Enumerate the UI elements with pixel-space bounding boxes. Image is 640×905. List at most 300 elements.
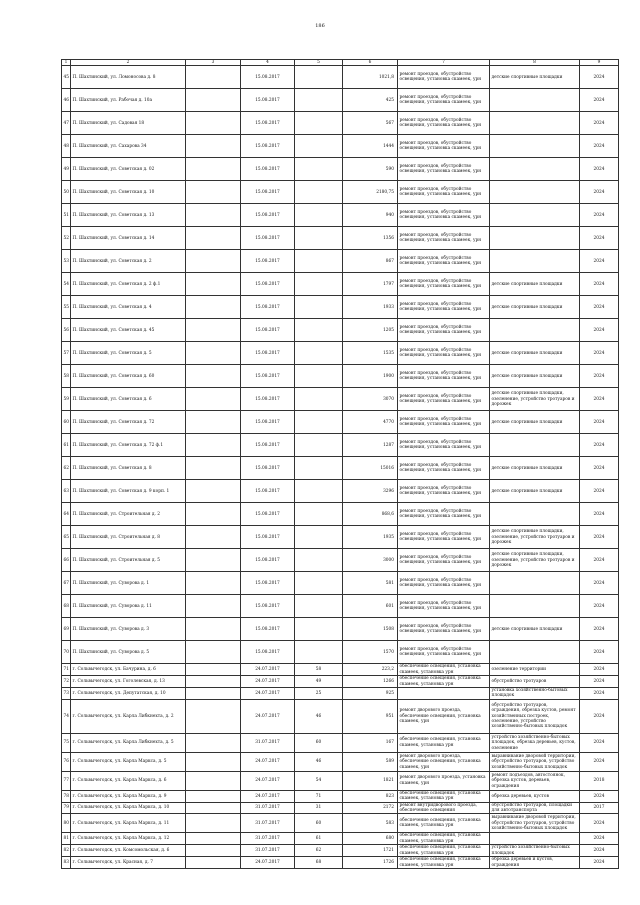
works-cell: ремонт проездов, обустройство освещения, установка скамеек, урн (398, 227, 490, 250)
address-cell: П. Шахтинский, ул. Советская д. 2 ф.1 (71, 273, 186, 296)
year-cell: 2024 (580, 227, 619, 250)
year-cell: 2024 (580, 664, 619, 676)
table-row (62, 204, 619, 227)
table-row (62, 526, 619, 549)
col5-cell (295, 342, 343, 365)
extra-works-cell (490, 227, 580, 250)
works-cell: ремонт проездов, обустройство освещения, установка скамеек, урн (398, 457, 490, 480)
row-number: 47 (62, 112, 71, 135)
works-cell: ремонт проездов, обустройство освещения, установка скамеек, урн (398, 388, 490, 411)
extra-works-cell (490, 434, 580, 457)
extra-works-cell (490, 135, 580, 158)
works-cell: ремонт проездов, обустройство освещения, установка скамеек, урн (398, 250, 490, 273)
col5-cell (295, 572, 343, 595)
row-number: 58 (62, 365, 71, 388)
table-row (62, 641, 619, 664)
col5-cell (295, 549, 343, 572)
col5-cell (295, 89, 343, 112)
col5-cell: 31 (295, 802, 343, 814)
address-cell: П. Шахтинский, ул. Советская д. 02 (71, 158, 186, 181)
table-row (62, 480, 619, 503)
col5-cell (295, 434, 343, 457)
table-row (62, 688, 619, 700)
works-cell: ремонт внутридворового проезда, обеспечение освещения (398, 802, 490, 814)
row-number: 63 (62, 480, 71, 503)
col5-cell (295, 158, 343, 181)
works-cell: ремонт проездов, обустройство освещения, установка скамеек, урн (398, 595, 490, 618)
col3-cell (186, 89, 241, 112)
address-cell: г. Сольвычегодск, ул. Карла Маркса, д. 11 (71, 814, 186, 833)
year-cell: 2024 (580, 181, 619, 204)
date-cell: 15.08.2017 (241, 411, 295, 434)
extra-works-cell: детские спортивные площадки (490, 457, 580, 480)
address-cell: П. Шахтинский, ул. Советская д. 10 (71, 181, 186, 204)
area-cell: 940 (343, 204, 398, 227)
date-cell: 15.08.2017 (241, 227, 295, 250)
address-cell: П. Шахтинский, ул. Советская д. 14 (71, 227, 186, 250)
row-number: 50 (62, 181, 71, 204)
date-cell: 15.08.2017 (241, 572, 295, 595)
date-cell: 15.08.2017 (241, 641, 295, 664)
extra-works-cell (490, 89, 580, 112)
works-cell: обеспечение освещения, установка скамеек, установка урн (398, 833, 490, 845)
area-cell: 1900 (343, 365, 398, 388)
col5-cell (295, 135, 343, 158)
date-cell: 31.07.2017 (241, 845, 295, 857)
area-cell: 680 (343, 833, 398, 845)
area-cell: 3070 (343, 388, 398, 411)
row-number: 56 (62, 319, 71, 342)
col5-cell (295, 273, 343, 296)
row-number: 51 (62, 204, 71, 227)
extra-works-cell: детские спортивные площадки (490, 365, 580, 388)
col3-cell (186, 572, 241, 595)
col3-cell (186, 112, 241, 135)
col3-cell (186, 771, 241, 790)
col5-cell: 62 (295, 845, 343, 857)
table-row (62, 388, 619, 411)
col5-cell (295, 526, 343, 549)
works-cell: ремонт проездов, обустройство освещения, установка скамеек, урн (398, 89, 490, 112)
area-cell: 1797 (343, 273, 398, 296)
year-cell: 2024 (580, 319, 619, 342)
year-cell: 2024 (580, 250, 619, 273)
date-cell: 15.08.2017 (241, 204, 295, 227)
table-row (62, 273, 619, 296)
date-cell: 24.07.2017 (241, 664, 295, 676)
date-cell: 24.07.2017 (241, 771, 295, 790)
address-cell: г. Сольвычегодск, ул. Депутатская, д. 10 (71, 688, 186, 700)
col5-cell: 61 (295, 833, 343, 845)
area-cell: 567 (343, 112, 398, 135)
date-cell: 15.08.2017 (241, 181, 295, 204)
year-cell: 2017 (580, 802, 619, 814)
works-cell: ремонт проездов, обустройство освещения, установка скамеек, урн (398, 503, 490, 526)
address-cell: г. Сольвычегодск, ул. Карла Маркса, д. 6 (71, 771, 186, 790)
year-cell: 2024 (580, 790, 619, 802)
col5-cell (295, 250, 343, 273)
row-number: 62 (62, 457, 71, 480)
area-cell: 167 (343, 733, 398, 752)
row-number: 59 (62, 388, 71, 411)
row-number: 52 (62, 227, 71, 250)
extra-works-cell (490, 503, 580, 526)
date-cell: 15.08.2017 (241, 66, 295, 89)
col5-cell (295, 595, 343, 618)
col3-cell (186, 526, 241, 549)
date-cell: 15.08.2017 (241, 618, 295, 641)
col5-cell (295, 480, 343, 503)
row-number: 61 (62, 434, 71, 457)
table-row (62, 752, 619, 771)
col-header: 3 (186, 60, 241, 66)
date-cell: 31.07.2017 (241, 814, 295, 833)
extra-works-cell (490, 181, 580, 204)
table-row (62, 664, 619, 676)
date-cell: 24.07.2017 (241, 699, 295, 733)
address-cell: П. Шахтинский, ул. Советская д. 6 (71, 388, 186, 411)
row-number: 45 (62, 66, 71, 89)
year-cell: 2024 (580, 365, 619, 388)
works-cell: ремонт проездов, обустройство освещения, установка скамеек, урн (398, 342, 490, 365)
date-cell: 15.08.2017 (241, 526, 295, 549)
extra-works-cell: обустройство тротуаров, ограждения, обрезка кустов, ремонт хозяйственных построек, озеленение, устройство хозяйственно-бытовых площадок (490, 699, 580, 733)
extra-works-cell (490, 112, 580, 135)
col3-cell (186, 857, 241, 869)
date-cell: 15.08.2017 (241, 135, 295, 158)
year-cell: 2024 (580, 388, 619, 411)
address-cell: г. Сольвычегодск, ул. Карла Либкнехта, д. 5 (71, 733, 186, 752)
col5-cell (295, 388, 343, 411)
extra-works-cell (490, 204, 580, 227)
year-cell: 2024 (580, 733, 619, 752)
year-cell: 2018 (580, 771, 619, 790)
address-cell: П. Шахтинский, ул. Садовая 18 (71, 112, 186, 135)
works-cell: ремонт проездов, обустройство освещения, установка скамеек, урн (398, 273, 490, 296)
extra-works-cell: детские спортивные площадки (490, 342, 580, 365)
col3-cell (186, 790, 241, 802)
year-cell: 2024 (580, 66, 619, 89)
col3-cell (186, 833, 241, 845)
col3-cell (186, 814, 241, 833)
area-cell: 2172 (343, 802, 398, 814)
col5-cell: 71 (295, 790, 343, 802)
date-cell: 15.08.2017 (241, 158, 295, 181)
date-cell: 31.07.2017 (241, 733, 295, 752)
col3-cell (186, 319, 241, 342)
date-cell: 15.08.2017 (241, 112, 295, 135)
table-row (62, 365, 619, 388)
date-cell: 15.08.2017 (241, 457, 295, 480)
area-cell: 1726 (343, 857, 398, 869)
area-cell: 583 (343, 814, 398, 833)
works-cell: обеспечение освещения, установка скамеек, установка урн (398, 733, 490, 752)
col5-cell: 49 (295, 676, 343, 688)
table-row (62, 771, 619, 790)
col-header: 8 (490, 60, 580, 66)
extra-works-cell: детские спортивные площадки (490, 66, 580, 89)
row-number: 82 (62, 845, 71, 857)
works-cell: обеспечение освещения, установка скамеек, установка урн (398, 790, 490, 802)
extra-works-cell: обустройство тротуаров, площадки для автотранспорта (490, 802, 580, 814)
row-number: 46 (62, 89, 71, 112)
col3-cell (186, 480, 241, 503)
year-cell: 2024 (580, 296, 619, 319)
table-row (62, 342, 619, 365)
col3-cell (186, 699, 241, 733)
col3-cell (186, 641, 241, 664)
address-cell: П. Шахтинский, ул. Советская д. 5 (71, 342, 186, 365)
col3-cell (186, 618, 241, 641)
col5-cell: 60 (295, 814, 343, 833)
date-cell: 15.08.2017 (241, 250, 295, 273)
col5-cell (295, 227, 343, 250)
col3-cell (186, 388, 241, 411)
area-cell: 1821 (343, 771, 398, 790)
col3-cell (186, 227, 241, 250)
area-cell: 15016 (343, 457, 398, 480)
date-cell: 15.08.2017 (241, 480, 295, 503)
works-cell: ремонт проездов, обустройство освещения, установка скамеек, урн (398, 319, 490, 342)
area-cell: 3000 (343, 549, 398, 572)
area-cell: 1535 (343, 342, 398, 365)
works-cell: ремонт проездов, обустройство освещения, установка скамеек, урн (398, 480, 490, 503)
col3-cell (186, 802, 241, 814)
col-header: 1 (62, 60, 71, 66)
col3-cell (186, 250, 241, 273)
address-cell: П. Шахтинский, ул. Ломоносова д. 8 (71, 66, 186, 89)
date-cell: 24.07.2017 (241, 857, 295, 869)
area-cell: 4770 (343, 411, 398, 434)
row-number: 75 (62, 733, 71, 752)
date-cell: 31.07.2017 (241, 802, 295, 814)
row-number: 60 (62, 411, 71, 434)
extra-works-cell: детские спортивные площадки, озеленение, устройство тротуаров и дорожек (490, 388, 580, 411)
year-cell: 2024 (580, 549, 619, 572)
col3-cell (186, 688, 241, 700)
address-cell: П. Шахтинский, ул. Советская д. 60 (71, 365, 186, 388)
area-cell: 951 (343, 699, 398, 733)
year-cell: 2024 (580, 688, 619, 700)
works-cell: ремонт проездов, обустройство освещения, установка скамеек, урн (398, 549, 490, 572)
row-number: 73 (62, 688, 71, 700)
row-number: 71 (62, 664, 71, 676)
address-cell: П. Шахтинский, ул. Рабочая д. 10а (71, 89, 186, 112)
table-row (62, 572, 619, 595)
table-row (62, 549, 619, 572)
col3-cell (186, 365, 241, 388)
extra-works-cell (490, 158, 580, 181)
extra-works-cell: детские спортивные площадки (490, 480, 580, 503)
row-number: 83 (62, 857, 71, 869)
col5-cell: 46 (295, 699, 343, 733)
address-cell: П. Шахтинский, ул. Строительная д. 5 (71, 549, 186, 572)
works-cell: ремонт дворового проезда, обеспечение освещения, установка скамеек, урн (398, 752, 490, 771)
extra-works-cell (490, 641, 580, 664)
table-row (62, 158, 619, 181)
col5-cell (295, 457, 343, 480)
year-cell: 2024 (580, 434, 619, 457)
area-cell: 2180,75 (343, 181, 398, 204)
col-header: 4 (241, 60, 295, 66)
col5-cell: 68 (295, 857, 343, 869)
row-number: 55 (62, 296, 71, 319)
address-cell: П. Шахтинский, ул. Советская д. 45 (71, 319, 186, 342)
date-cell: 15.08.2017 (241, 89, 295, 112)
row-number: 65 (62, 526, 71, 549)
col-header: 9 (580, 60, 619, 66)
year-cell: 2024 (580, 676, 619, 688)
page-number: 186 (315, 23, 325, 29)
col5-cell: 54 (295, 771, 343, 790)
works-cell: ремонт проездов, обустройство освещения, установка скамеек, урн (398, 204, 490, 227)
area-cell: 925 (343, 688, 398, 700)
col5-cell: 46 (295, 752, 343, 771)
address-cell: г. Сольвычегодск, ул. Бачурина, д. 6 (71, 664, 186, 676)
col5-cell (295, 296, 343, 319)
year-cell: 2024 (580, 204, 619, 227)
row-number: 54 (62, 273, 71, 296)
works-cell: ремонт проездов, обустройство освещения, установка скамеек, урн (398, 411, 490, 434)
row-number: 68 (62, 595, 71, 618)
table-row (62, 733, 619, 752)
area-cell: 1933 (343, 296, 398, 319)
extra-works-cell: детские спортивные площадки, озеленение, устройство тротуаров и дорожек (490, 526, 580, 549)
works-cell: ремонт проездов, обустройство освещения, установка скамеек, урн (398, 365, 490, 388)
row-number: 72 (62, 676, 71, 688)
row-number: 79 (62, 802, 71, 814)
col3-cell (186, 733, 241, 752)
year-cell: 2024 (580, 752, 619, 771)
col3-cell (186, 135, 241, 158)
col3-cell (186, 595, 241, 618)
extra-works-cell: установка хозяйственно-бытовых площадок (490, 688, 580, 700)
area-cell: 1570 (343, 641, 398, 664)
date-cell: 15.08.2017 (241, 319, 295, 342)
area-cell: 1205 (343, 319, 398, 342)
extra-works-cell: устройство хозяйственно-бытовых площадок, обрезка деревьев, кустов, озеленение (490, 733, 580, 752)
table-row (62, 857, 619, 869)
date-cell: 24.07.2017 (241, 676, 295, 688)
col3-cell (186, 158, 241, 181)
col5-cell (295, 618, 343, 641)
works-cell: обеспечение освещения, установка скамеек, установка урн (398, 845, 490, 857)
address-cell: П. Шахтинский, ул. Суворова д. 5 (71, 641, 186, 664)
col3-cell (186, 676, 241, 688)
area-cell: 223,2 (343, 664, 398, 676)
works-cell: ремонт проездов, обустройство освещения, установка скамеек, урн (398, 66, 490, 89)
works-cell: ремонт проездов, обустройство освещения, установка скамеек, урн (398, 434, 490, 457)
area-cell: 1508 (343, 618, 398, 641)
date-cell: 15.08.2017 (241, 549, 295, 572)
table-row (62, 802, 619, 814)
extra-works-cell: выравнивание дворовой территории, обустройство тротуаров, устройство хозяйственно-бытовых площадок (490, 752, 580, 771)
col3-cell (186, 664, 241, 676)
col3-cell (186, 549, 241, 572)
table-row (62, 833, 619, 845)
table-row (62, 618, 619, 641)
col5-cell: 58 (295, 664, 343, 676)
table-row (62, 595, 619, 618)
year-cell: 2024 (580, 699, 619, 733)
year-cell: 2024 (580, 618, 619, 641)
works-cell: ремонт проездов, обустройство освещения, установка скамеек, урн (398, 112, 490, 135)
year-cell: 2024 (580, 112, 619, 135)
col3-cell (186, 204, 241, 227)
area-cell: 3296 (343, 480, 398, 503)
area-cell: 1287 (343, 434, 398, 457)
address-cell: П. Шахтинский, ул. Советская д. 4 (71, 296, 186, 319)
extra-works-cell: ремонт подъездов, автостоянок, обрезка кустов, деревьев, ограждения (490, 771, 580, 790)
col3-cell (186, 411, 241, 434)
address-cell: г. Сольвычегодск, ул. Карла Маркса, д. 9 (71, 790, 186, 802)
area-cell: 1266 (343, 676, 398, 688)
area-cell: 823 (343, 790, 398, 802)
row-number: 81 (62, 833, 71, 845)
table-row (62, 296, 619, 319)
col-header: 5 (295, 60, 343, 66)
year-cell: 2024 (580, 845, 619, 857)
extra-works-cell (490, 572, 580, 595)
works-cell (398, 688, 490, 700)
row-number: 67 (62, 572, 71, 595)
extra-works-cell (490, 595, 580, 618)
date-cell: 24.07.2017 (241, 790, 295, 802)
date-cell: 15.08.2017 (241, 365, 295, 388)
table-row (62, 66, 619, 89)
col3-cell (186, 434, 241, 457)
table-body (62, 66, 619, 869)
address-cell: П. Шахтинский, ул. Советская д. 72 (71, 411, 186, 434)
year-cell: 2024 (580, 342, 619, 365)
table-row (62, 790, 619, 802)
date-cell: 24.07.2017 (241, 752, 295, 771)
address-cell: П. Шахтинский, ул. Строительная д. 8 (71, 526, 186, 549)
works-cell: ремонт проездов, обустройство освещения, установка скамеек, урн (398, 641, 490, 664)
year-cell: 2024 (580, 273, 619, 296)
table-row (62, 135, 619, 158)
year-cell: 2024 (580, 158, 619, 181)
extra-works-cell (490, 833, 580, 845)
address-cell: П. Шахтинский, ул. Советская д. 9 корп. 1 (71, 480, 186, 503)
table-row (62, 112, 619, 135)
col5-cell (295, 503, 343, 526)
date-cell: 15.08.2017 (241, 434, 295, 457)
area-cell: 581 (343, 572, 398, 595)
table-row (62, 250, 619, 273)
extra-works-cell: детские спортивные площадки, озеленение, устройство тротуаров и дорожек (490, 549, 580, 572)
address-cell: г. Сольвычегодск, ул. Карла Либкнехта, д. 2 (71, 699, 186, 733)
area-cell: 1935 (343, 526, 398, 549)
year-cell: 2024 (580, 411, 619, 434)
area-cell: 589 (343, 752, 398, 771)
address-cell: П. Шахтинский, ул. Суворова д. 3 (71, 618, 186, 641)
col3-cell (186, 752, 241, 771)
address-cell: П. Шахтинский, ул. Советская д. 8 (71, 457, 186, 480)
works-cell: ремонт проездов, обустройство освещения, установка скамеек, урн (398, 618, 490, 641)
works-cell: обеспечение освещения, установка скамеек, установка урн (398, 814, 490, 833)
col5-cell (295, 365, 343, 388)
extra-works-cell: устройство хозяйственно-бытовых площадок (490, 845, 580, 857)
col5-cell: 60 (295, 733, 343, 752)
year-cell: 2024 (580, 89, 619, 112)
works-cell: ремонт проездов, обустройство освещения, установка скамеек, урн (398, 526, 490, 549)
area-cell: 590 (343, 158, 398, 181)
table-row (62, 699, 619, 733)
works-cell: ремонт проездов, обустройство освещения, установка скамеек, урн (398, 572, 490, 595)
extra-works-cell: озеленение территории (490, 664, 580, 676)
table-row (62, 411, 619, 434)
